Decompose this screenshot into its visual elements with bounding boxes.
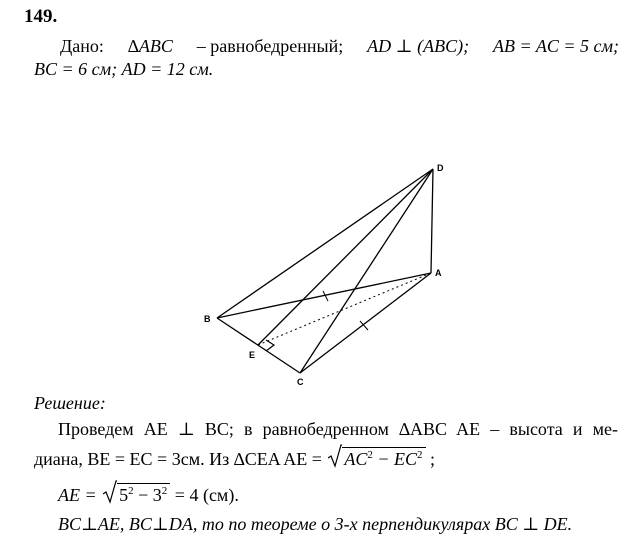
solution-heading: Решение: bbox=[34, 393, 106, 413]
radical-icon bbox=[103, 480, 117, 504]
label-c: C bbox=[297, 377, 304, 387]
exp-5: 2 bbox=[128, 485, 134, 497]
solution-line-4: BC⊥AE, BC⊥DA, то по теореме о 3-х перпендикулярах BC ⊥ DE. bbox=[58, 514, 573, 534]
edge-bc bbox=[217, 318, 300, 373]
label-e: E bbox=[249, 350, 256, 360]
given-isosceles: – равнобедренный; bbox=[196, 36, 344, 56]
solution-line-1: Проведем AE ⊥ BC; в равнобедренном ∆ABC AE – высота и ме- bbox=[58, 419, 618, 439]
pyramid-figure bbox=[195, 155, 455, 395]
sqrt-ac-ec bbox=[328, 447, 425, 470]
radical-icon bbox=[328, 444, 342, 468]
label-d: D bbox=[437, 163, 444, 173]
edge-dc bbox=[300, 169, 433, 373]
radicand-ac: AC bbox=[344, 449, 368, 469]
segment-ae bbox=[258, 273, 431, 345]
radicand-ec: − EC bbox=[372, 449, 418, 469]
radicand-5: 5 bbox=[119, 485, 129, 505]
given-ad: AD = 12 см. bbox=[121, 59, 214, 79]
label-b: B bbox=[204, 314, 211, 324]
label-a: A bbox=[435, 268, 442, 278]
solution-line3-prefix: AE = bbox=[58, 485, 97, 505]
given-ab-ac: AB = AC = 5 см; bbox=[493, 36, 619, 56]
problem-number: 149. bbox=[24, 6, 58, 27]
solution-line-2 bbox=[34, 447, 435, 470]
given-line-2 bbox=[34, 58, 213, 80]
exp-ec: 2 bbox=[417, 449, 423, 461]
edge-ca bbox=[300, 273, 431, 373]
solution-line3-result: = 4 (см). bbox=[174, 485, 239, 505]
given-line-1 bbox=[34, 35, 619, 57]
solution-line2-prefix: диана, BE = EC = 3см. Из ∆CEA AE = bbox=[34, 449, 322, 469]
given-triangle: ∆ABC bbox=[127, 36, 173, 56]
edge-da bbox=[431, 169, 433, 273]
radicand-3: − 3 bbox=[133, 485, 162, 505]
right-angle-mark bbox=[266, 340, 274, 351]
given-ad-perp: AD ⊥ (ABC); bbox=[367, 36, 470, 56]
solution-line2-tail: ; bbox=[430, 449, 436, 469]
edge-de bbox=[258, 169, 433, 345]
given-label: Дано: bbox=[60, 36, 104, 56]
given-bc: BC = 6 см; bbox=[34, 59, 118, 79]
solution-line-3 bbox=[58, 483, 239, 506]
exp-ac: 2 bbox=[367, 449, 373, 461]
exp-3: 2 bbox=[161, 485, 168, 497]
sqrt-5-3 bbox=[103, 483, 170, 506]
